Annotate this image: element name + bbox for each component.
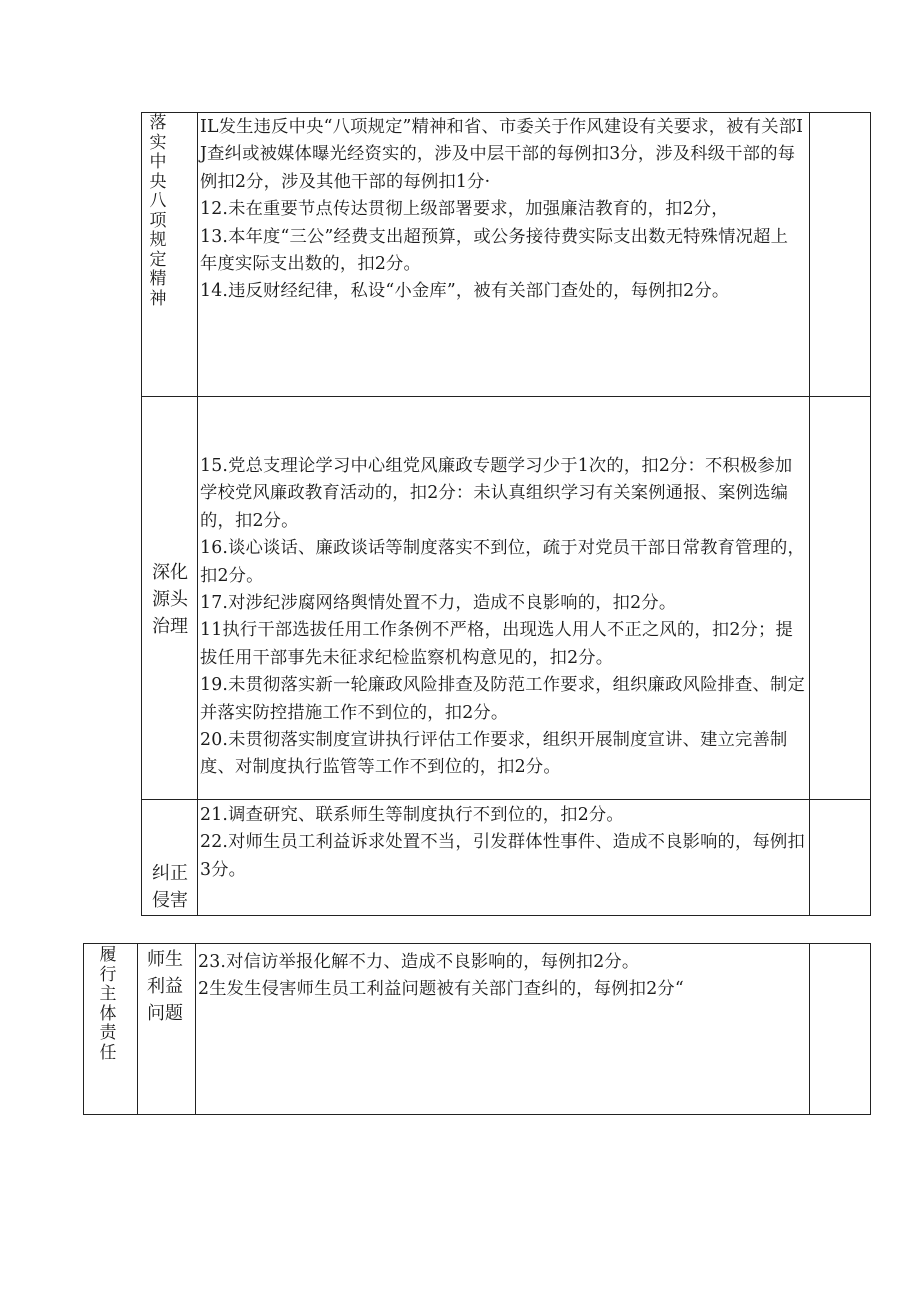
rule-item: 12.未在重要节点传达贯彻上级部署要求，加强廉洁教育的，扣2分， (200, 199, 729, 220)
rule-item: 22.对师生员工利益诉求处置不当，引发群体性事件、造成不良影响的，每例扣3分。 (200, 832, 805, 880)
rule-item: 19.未贯彻落实新一轮廉政风险排查及防范工作要求，组织廉政风险排查、制定并落实防控措施工作不到位的，扣2分。 (200, 675, 805, 723)
score-cell (810, 397, 870, 799)
section-content-conduct (200, 114, 805, 306)
section-content-source (200, 453, 805, 782)
section-content-correct (200, 802, 805, 884)
section-label-source: 深化源头治理 (152, 562, 188, 637)
score-cell (810, 944, 870, 1114)
inner-label-interests: 师生利益问题 (147, 949, 183, 1024)
rule-item: 16.谈心谈话、廉政谈话等制度落实不到位，疏于对党员干部日常教育管理的，扣2分。 (200, 538, 805, 586)
section-label-correct: 纠正侵害 (152, 863, 188, 911)
section-label-conduct: 落实中央八项规定精神 (149, 113, 167, 309)
rule-item: IL发生违反中央“八项规定”精神和省、市委关于作风建设有关要求，被有关部IJ查纠或被媒体曝光经资实的，涉及中层干部的每例扣3分，涉及科级干部的每例扣2分，涉及其他干部的每例扣1分· (200, 117, 804, 192)
rule-item: 11执行干部选拔任用工作条例不严格，出现选人用人不正之风的，扣2分；提拔任用干部事先未征求纪检监察机构意见的，扣2分。 (200, 620, 793, 668)
rule-item: 2生发生侵害师生员工利益问题被有关部门查纠的，每例扣2分“ (198, 979, 684, 1000)
rule-item: 23.对信访举报化解不力、造成不良影响的，每例扣2分。 (198, 952, 640, 972)
rule-item: 14.违反财经纪律，私设“小金库”，被有关部门查处的，每例扣2分。 (200, 281, 730, 302)
rule-item: 15.党总支理论学习中心组党风廉政专题学习少于1次的，扣2分：不积极参加学校党风廉政教育活动的，扣2分：未认真组织学习有关案例通报、案例选编的，扣2分。 (200, 456, 793, 531)
rule-item: 21.调查研究、联系师生等制度执行不到位的，扣2分。 (200, 805, 624, 825)
outer-label-responsibility: 履行主体责任 (99, 945, 117, 1063)
score-cell (810, 800, 870, 915)
section-content-interests (198, 949, 806, 1004)
rule-item: 17.对涉纪涉腐网络舆情处置不力，造成不良影响的，扣2分。 (200, 593, 677, 614)
rule-item: 13.本年度“三公”经费支出超预算，或公务接待费实际支出数无特殊情况超上年度实际支出数的，扣2分。 (200, 226, 789, 275)
rule-item: 20.未贯彻落实制度宣讲执行评估工作要求，组织开展制度宣讲、建立完善制度、对制度执行监管等工作不到位的，扣2分。 (200, 730, 788, 778)
score-cell (810, 113, 870, 396)
